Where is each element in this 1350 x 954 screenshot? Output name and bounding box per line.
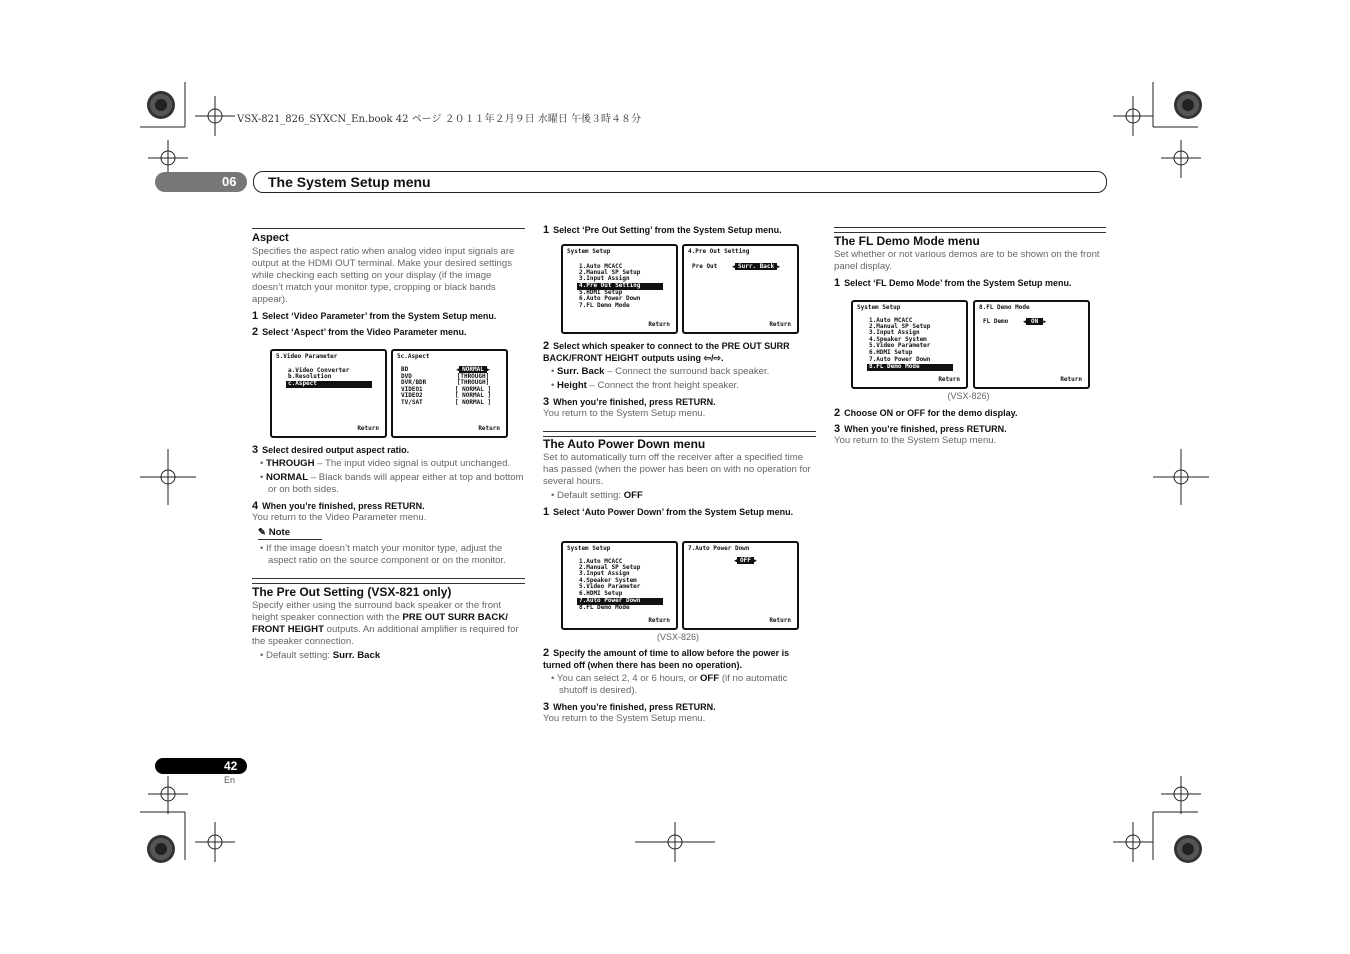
apd-return-text: You return to the System Setup menu. [543, 713, 706, 724]
aspect-screen: 5c.Aspect BD DVD DVR/BDR VIDEO1 VIDEO2 TV/SAT ◀ NORMAL ▶ [THROUGH] [THROUGH] [ NORMAL ] [ NORMAL ] [ NORMAL ] Return [391, 349, 508, 438]
fl-demo-step-1: 1 Select ‘FL Demo Mode’ from the System Setup menu. [834, 277, 1072, 289]
section-rule [834, 227, 1106, 233]
apd-step-3: 3 When you’re finished, press RETURN. [543, 701, 716, 713]
fl-demo-screen: 8.FL Demo Mode FL Demo ◀ ON ▶ Return [973, 300, 1090, 389]
apd-heading: The Auto Power Down menu [543, 437, 706, 451]
preout-bullet-height: • Height – Connect the front height speaker. [551, 380, 739, 391]
apd-step-1: 1 Select ‘Auto Power Down’ from the System Setup menu. [543, 506, 794, 518]
aspect-bullet-normal: • NORMAL – Black bands will appear either at top and bottom or on both sides. [260, 472, 524, 495]
chapter-number: 06 [222, 174, 237, 189]
aspect-step-3: 3 Select desired output aspect ratio. [252, 444, 410, 456]
apd-bullet-hours: • You can select 2, 4 or 6 hours, or OFF (if no automatic shutoff is desired). [551, 673, 788, 696]
aspect-heading: Aspect [252, 232, 289, 244]
apd-steps [543, 647, 816, 725]
print-header-line: VSX-821_826_SYXCN_En.book 42 ページ ２０１１年２月９日 水曜日 午後３時４８分 [237, 114, 642, 125]
page-number: 42 [224, 759, 238, 773]
aspect-step-2: 2 Select ‘Aspect’ from the Video Parameter menu. [252, 326, 467, 338]
preout-section [252, 586, 525, 662]
note-heading: ✎ Note [258, 527, 322, 540]
system-setup-screen-fl: System Setup 1.Auto MCACC 2.Manual SP Setup 3.Input Assign 4.Speaker System 5.Video Parameter 6.HDMI Setup 7.Auto Power Down 8.FL Demo Mode Return [851, 300, 968, 389]
aspect-return-text: You return to the Video Parameter menu. [252, 512, 427, 523]
aspect-bullet-through: • THROUGH – The input video signal is output unchanged. [260, 458, 511, 469]
preout-heading: The Pre Out Setting (VSX-821 only) [252, 585, 452, 599]
page-language: En [224, 775, 236, 785]
preout-step-1: 1 Select ‘Pre Out Setting’ from the System Setup menu. [543, 224, 782, 236]
section-rule [252, 228, 525, 229]
preout-intro: Specify either using the surround back speaker or the front height speaker connection with the PRE OUT SURR BACK/ FRONT HEIGHT outputs. An additional amplifier is required for the speaker connection. [252, 600, 519, 647]
column-2-preout-steps [543, 340, 816, 420]
fl-demo-step-3: 3 When you’re finished, press RETURN. [834, 423, 1007, 435]
fl-demo-section [834, 235, 1106, 289]
preout-bullet-surr: • Surr. Back – Connect the surround back speaker. [551, 366, 770, 377]
apd-intro: Set to automatically turn off the receiver after a specified time has passed (when the power has been on with no operation for several hours. [543, 452, 811, 487]
preout-step-3: 3 When you’re finished, press RETURN. [543, 396, 716, 408]
section-rule [252, 578, 525, 584]
fl-demo-intro: Set whether or not various demos are to be shown on the front panel display. [834, 249, 1100, 272]
apd-step-2: 2 Specify the amount of time to allow before the power is turned off (when there has been no operation). [543, 647, 790, 670]
column-1 [252, 232, 525, 338]
preout-default: • Default setting: Surr. Back [260, 650, 381, 661]
note-text: • If the image doesn’t match your monitor type, adjust the aspect ratio on the source component or on the monitor. [260, 543, 506, 566]
column-1-continued [252, 444, 525, 567]
auto-power-down-section [543, 438, 816, 518]
column-2 [543, 224, 816, 236]
fl-demo-step-2: 2 Choose ON or OFF for the demo display. [834, 407, 1018, 419]
system-setup-screen-apd: System Setup 1.Auto MCACC 2.Manual SP Setup 3.Input Assign 4.Speaker System 5.Video Parameter 6.HDMI Setup 7.Auto Power Down 8.FL Demo Mode Return [561, 541, 678, 630]
chapter-title: The System Setup menu [268, 174, 431, 190]
fl-demo-return-text: You return to the System Setup menu. [834, 435, 997, 446]
system-setup-screen-preout: System Setup 1.Auto MCACC 2.Manual SP Setup 3.Input Assign 4.Pre Out Setting 5.HDMI Setup 6.Auto Power Down 7.FL Demo Mode Return [561, 244, 678, 334]
fl-demo-heading: The FL Demo Mode menu [834, 234, 980, 248]
apd-default: • Default setting: OFF [551, 490, 643, 501]
aspect-intro: Specifies the aspect ratio when analog video input signals are output at the HDMI OUT terminal. Make your desired settings while checking each setting on your display (if the image doesn’t match your monitor type, cropping or black bands appear). [252, 246, 515, 305]
fl-screen-caption: (VSX-826) [947, 391, 990, 401]
apd-screen-caption: (VSX-826) [656, 632, 700, 642]
preout-return-text: You return to the System Setup menu. [543, 408, 706, 419]
video-parameter-screen: 5.Video Parameter a.Video Converter b.Resolution c.Aspect Return [270, 349, 387, 438]
auto-power-down-screen: 7.Auto Power Down ◀ OFF ▶ Return [682, 541, 799, 630]
preout-setting-screen: 4.Pre Out Setting Pre Out ◀ Surr. Back ▶ Return [682, 244, 799, 334]
preout-step-2: 2 Select which speaker to connect to the PRE OUT SURR BACK/FRONT HEIGHT outputs using ⇦/⇨. [543, 340, 790, 363]
fl-demo-steps [834, 407, 1106, 447]
aspect-step-4: 4 When you’re finished, press RETURN. [252, 500, 425, 512]
aspect-step-1: 1 Select ‘Video Parameter’ from the System Setup menu. [252, 310, 497, 322]
pencil-icon: ✎ [258, 527, 267, 538]
